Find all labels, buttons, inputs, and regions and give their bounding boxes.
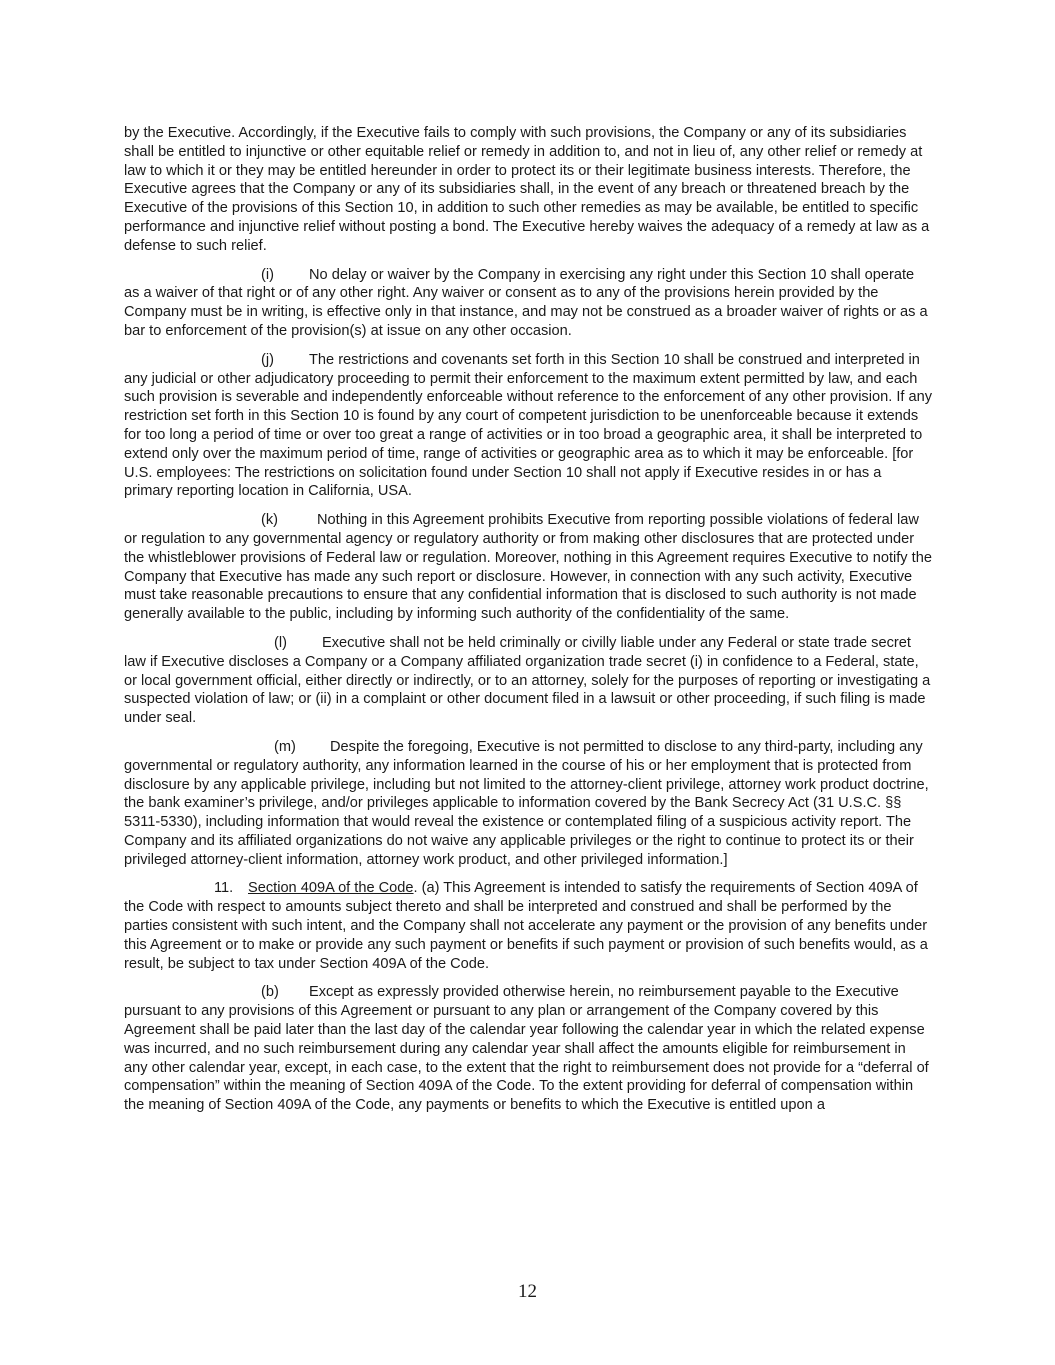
paragraph-j	[124, 351, 932, 501]
document-page	[124, 124, 932, 1125]
paragraph-continuation: by the Executive. Accordingly, if the Executive fails to comply with such provisions, the Company or any of its subsidiaries shall be entitled to injunctive or other equitable relief or remedy in addition to, and not in lieu of, any other relief or remedy at law to which it or they may be entitled hereunder in order to protect its or their legitimate business interests. Therefore, the Executive agrees that the Company or any of its subsidiaries shall, in the event of any breach or threatened breach by the Executive of the provisions of this Section 10, in addition to such other remedies as may be available, be entitled to specific performance and injunctive relief without posting a bond. The Executive hereby waives the adequacy of a remedy at law as a defense to such relief.	[124, 125, 930, 254]
paragraph-marker: (l)	[274, 634, 287, 651]
paragraph-marker: (j)	[261, 351, 274, 368]
paragraph-marker: (b)	[261, 984, 279, 1001]
paragraph-l	[124, 634, 932, 728]
paragraph-text: The restrictions and covenants set forth in this Section 10 shall be construed and interpreted in any judicial or other adjudicatory proceeding to permit their enforcement to the maximum extent permitted by law, and each such provision is severable and independently enforceable without reference to the enforcement of any other provision. If any restriction set forth in this Section 10 is found by any court of competent jurisdiction to be unenforceable because it extends for too long a period of time or over too great a range of activities or in too broad a geographic area, it shall be interpreted to extend only over the maximum period of time, range of activities or geographic area as to which it may be enforceable. [for U.S. employees: The restrictions on solicitation found under Section 10 shall not apply if Executive resides in or has a primary reporting location in California, USA.	[124, 351, 933, 500]
paragraph-text: Except as expressly provided otherwise herein, no reimbursement payable to the Executive pursuant to any provisions of this Agreement or pursuant to any plan or arrangement of the Company covered by this Agreement shall be paid later than the last day of the calendar year following the calendar year in which the related expense was incurred, and no such reimbursement during any calendar year shall affect the amounts eligible for reimbursement in any other calendar year, except, in each case, to the extent that the right to reimbursement does not provide for a “deferral of compensation” within the meaning of Section 409A of the Code. To the extent providing for deferral of compensation within the meaning of Section 409A of the Code, any payments or benefits to which the Executive is entitled upon a	[124, 984, 929, 1114]
paragraph-text: Despite the foregoing, Executive is not permitted to disclose to any third-party, including any governmental or regulatory authority, any information learned in the course of his or her employment that is protected from disclosure by any applicable privilege, including but not limited to the attorney-client privilege, attorney work product doctrine, the bank examiner’s privilege, and/or privileges applicable to information covered by the Bank Secrecy Act (31 U.S.C. §§ 5311-5330), including information that would reveal the existence or contemplated filing of a suspicious activity report. The Company and its affiliated organizations do not waive any applicable privileges or the right to continue to protect its or their privileged attorney-client information, attorney work product, and other privileged information.]	[124, 738, 929, 868]
paragraph-text: Nothing in this Agreement prohibits Executive from reporting possible violations of federal law or regulation to any governmental agency or regulatory authority or from making other disclosures that are protected under the whistleblower provisions of Federal law or regulation. Moreover, nothing in this Agreement requires Executive to notify the Company that Executive has made any such report or disclosure. However, in connection with any such activity, Executive must take reasonable precautions to ensure that any confidential information that is disclosed to such authority is not made generally available to the public, including by informing such authority of the confidentiality of the same.	[124, 512, 932, 623]
paragraph-marker: (i)	[261, 266, 274, 283]
section-11	[124, 879, 932, 973]
paragraph-m	[124, 738, 932, 870]
paragraph-marker: (k)	[261, 512, 279, 529]
section-heading: Section 409A of the Code	[248, 880, 414, 897]
paragraph-marker: (m)	[274, 738, 296, 755]
paragraph-text: Executive shall not be held criminally or civilly liable under any Federal or state trade secret law if Executive discloses a Company or a Company affiliated organization trade secret (i) in confidence to a Federal, state, or local government official, either directly or indirectly, or to an attorney, solely for the purposes of reporting or investigating a suspected violation of law; or (ii) in a complaint or other document filed in a lawsuit or other proceeding, if such filing is made under seal.	[124, 634, 931, 727]
paragraph-k	[124, 511, 932, 624]
paragraph-b	[124, 983, 932, 1115]
paragraph-i	[124, 266, 932, 341]
paragraph-text: No delay or waiver by the Company in exercising any right under this Section 10 shall operate as a waiver of that right or of any other right. Any waiver or consent as to any of the provisions herein provided by the Company must be in writing, is effective only in that instance, and may not be construed as a broader waiver of rights or as a bar to enforcement of the provision(s) at issue on any other occasion.	[124, 266, 928, 339]
section-text: . (a) This Agreement is intended to satisfy the requirements of Section 409A of the Code with respect to amounts subject thereto and shall be interpreted and construed and shall be performed by the parties consistent with such intent, and the Company shall not accelerate any payment or the provision of any benefits under this Agreement or to make or provide any such payment or benefits if such payment or provision of such benefits would, as a result, be subject to tax under Section 409A of the Code.	[124, 880, 928, 972]
section-number: 11.	[214, 880, 234, 897]
page-number: 12	[518, 1281, 537, 1302]
